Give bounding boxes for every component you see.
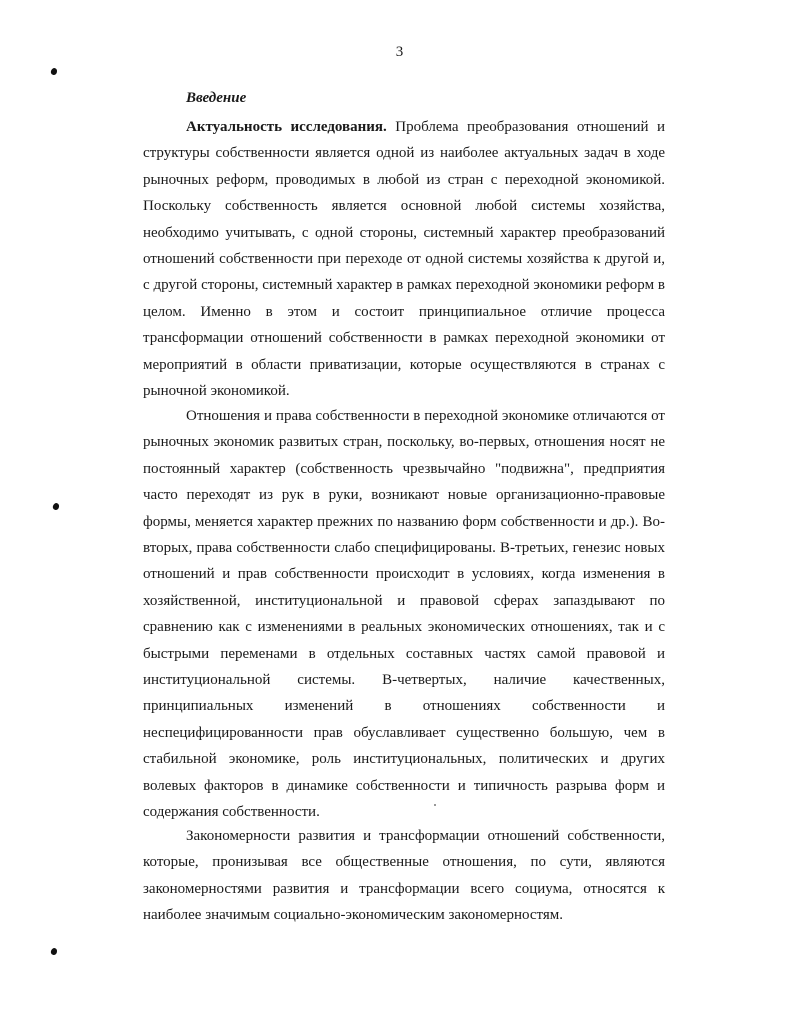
paragraph-lead: Актуальность исследования. [186, 119, 387, 135]
bullet-mark-middle [52, 502, 60, 511]
bullet-mark-top [50, 67, 58, 76]
page-number: 3 [395, 44, 404, 60]
paragraph-relevance [143, 114, 665, 404]
paragraph-regularities: Закономерности развития и трансформации отношений собственности, которые, пронизывая все общественные отношения, по сути, являются закономерностями развития и трансформации всего социума, относятся к наиболее значимым социально-экономическим закономерностям. [143, 828, 665, 924]
bullet-mark-bottom [50, 947, 58, 956]
paragraph-text: Проблема преобразования отношений и структуры собственности является одной из наиболее актуальных задач в ходе рыночных реформ, проводимых в любой из стран с переходной экономикой. Поскольку собственность является основной любой системы хозяйства, необходимо учитывать, с одной стороны, системный характер преобразований отношений собственности при переходе от одной системы хозяйства к другой и, с другой стороны, системный характер в рамках переходной экономики реформ в целом. Именно в этом и состоит принципиальное отличие процесса трансформации отношений собственности в рамках переходной экономики от мероприятий в области приватизации, которые осуществляются в странах с рыночной экономикой. [143, 119, 666, 400]
section-heading: Введение [186, 90, 247, 106]
paragraph-property-rights: Отношения и права собственности в переходной экономике отличаются от рыночных экономик развитых стран, поскольку, во-первых, отношения носят не постоянный характер (собственность чрезвычайно "подвижна", предприятия часто переходят из рук в руки, возникают новые организационно-правовые формы, меняется характер прежних по названию форм собственности и др.). Во-вторых, права собственности слабо специфицированы. В-третьих, генезис новых отношений и прав собственности происходит в условиях, когда изменения в хозяйственной, институциональной и правовой сферах запаздывают по сравнению как с изменениями в реальных экономических отношениях, так и с быстрыми переменами в отдельных составных частях самой правовой и институциональной системы. В-четвертых, наличие качественных, принципиальных изменений в отношениях собственности и неспецифицированности прав обуславливает существенно большую, чем в стабильной экономике, роль институциональных, политических и других волевых факторов в динамике собственности и типичность разрыва форм и содержания собственности. [143, 408, 665, 821]
